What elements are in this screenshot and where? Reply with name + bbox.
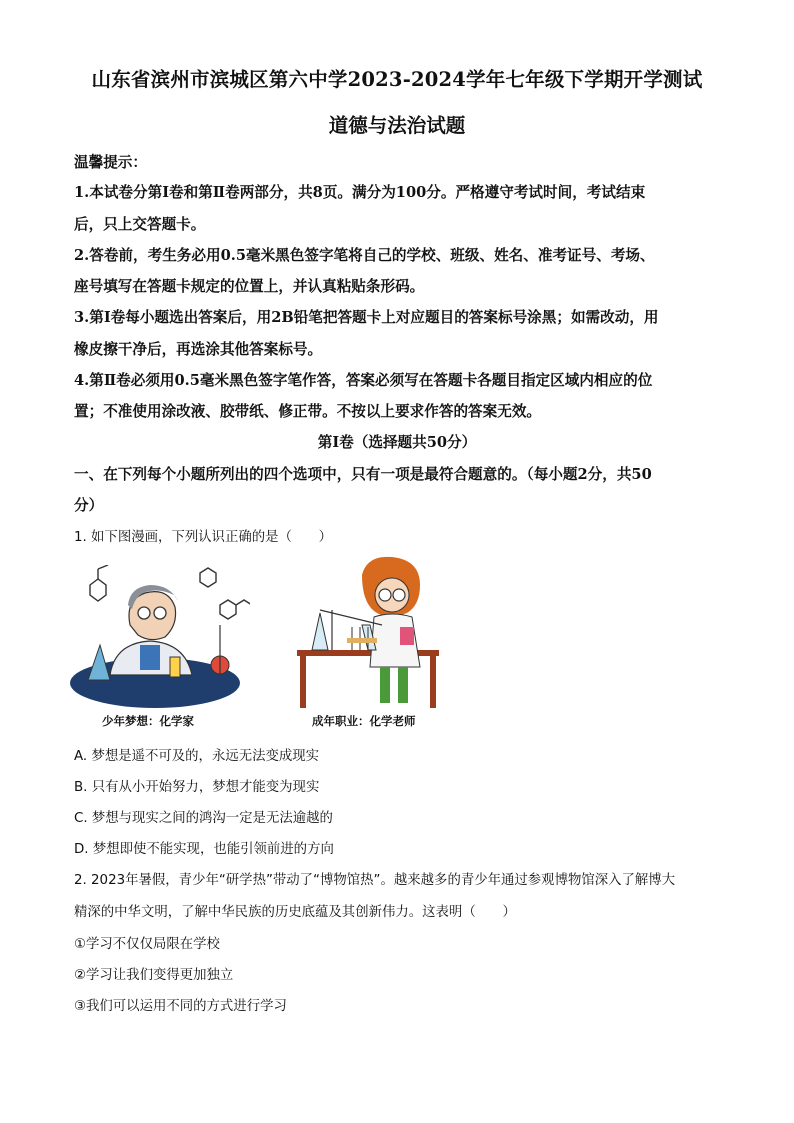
notice-line: 后，只上交答题卡。 (74, 216, 206, 233)
question-2-stem: 2. 2023年暑假，青少年“研学热”带动了“博物馆热”。越来越多的青少年通过参观博物馆深入了解博大 (74, 873, 676, 888)
q2-item: ③我们可以运用不同的方式进行学习 (74, 999, 287, 1014)
notice-line: 橡皮擦干净后，再选涂其他答案标号。 (74, 341, 323, 358)
section-title: 第Ⅰ卷（选择题共50分） (317, 434, 477, 451)
q2-item: ②学习让我们变得更加独立 (74, 968, 234, 983)
notice-heading: 温馨提示： (74, 154, 147, 171)
question-2-stem: 精深的中华文明，了解中华民族的历史底蕴及其创新伟力。这表明（ ） (74, 905, 516, 920)
notice-line: 1.本试卷分第Ⅰ卷和第Ⅱ卷两部分，共8页。满分为100分。严格遵守考试时间，考试结束 (74, 184, 646, 201)
q2-item: ①学习不仅仅局限在学校 (74, 937, 220, 952)
exam-title: 山东省滨州市滨城区第六中学2023-2024学年七年级下学期开学测试 (91, 68, 703, 91)
caption-left: 少年梦想：化学家 (102, 714, 194, 728)
chemist-cartoon (70, 565, 250, 710)
notice-line: 2.答卷前，考生务必用0.5毫米黑色签字笔将自己的学校、班级、姓名、准考证号、考场、 (74, 247, 655, 264)
q1-option-d: D. 梦想即使不能实现，也能引领前进的方向 (74, 842, 334, 857)
notice-line: 座号填写在答题卡规定的位置上，并认真粘贴条形码。 (74, 278, 425, 295)
section-instruction: 一、在下列每个小题所列出的四个选项中，只有一项是最符合题意的。（每小题2分，共50 (74, 466, 652, 483)
notice-line: 3.第Ⅰ卷每小题选出答案后，用2B铅笔把答题卡上对应题目的答案标号涂黑；如需改动，用 (74, 309, 659, 326)
notice-line: 4.第Ⅱ卷必须用0.5毫米黑色签字笔作答，答案必须写在答题卡各题目指定区域内相应的位 (74, 372, 653, 389)
notice-line: 置；不准使用涂改液、胶带纸、修正带。不按以上要求作答的答案无效。 (74, 403, 542, 420)
q1-option-c: C. 梦想与现实之间的鸿沟一定是无法逾越的 (74, 811, 333, 826)
q1-option-a: A. 梦想是遥不可及的，永远无法变成现实 (74, 749, 320, 764)
q1-option-b: B. 只有从小开始努力，梦想才能变为现实 (74, 780, 320, 795)
caption-right: 成年职业：化学老师 (312, 714, 416, 728)
exam-subtitle: 道德与法治试题 (328, 114, 466, 137)
teacher-cartoon (292, 555, 442, 710)
question-1-stem: 1. 如下图漫画，下列认识正确的是（ ） (74, 530, 333, 545)
section-instruction: 分） (74, 497, 104, 514)
